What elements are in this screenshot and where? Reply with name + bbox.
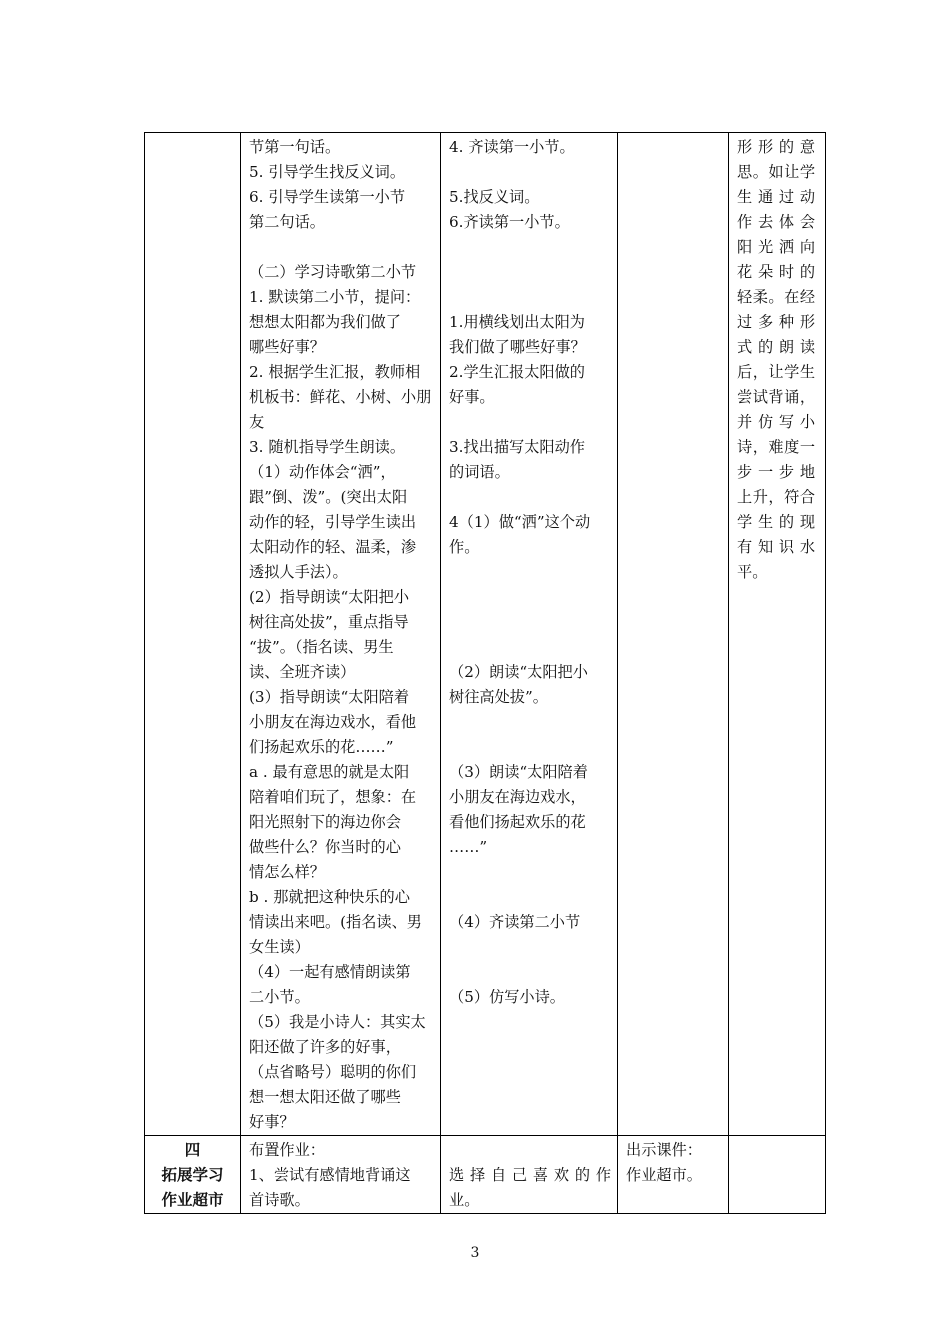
- text-line: 6.齐读第一小节。: [449, 213, 570, 231]
- text-line: 小朋友在海边戏水，: [449, 788, 586, 806]
- text-line: [449, 585, 611, 610]
- text-line: (2）指导朗读“太阳把小: [249, 588, 410, 606]
- text-line: （3）朗读“太阳陪着: [449, 763, 588, 781]
- text-line: 尝试背诵，: [737, 388, 815, 406]
- text-line: 好事。: [449, 388, 495, 406]
- text-line: [449, 710, 611, 735]
- text-line: 1. 默读第二小节，提问：: [249, 288, 421, 306]
- text-line: 5.找反义词。: [449, 188, 540, 206]
- text-line: （2）朗读“太阳把小: [449, 663, 588, 681]
- text-line: 小朋友在海边戏水，看他: [249, 713, 417, 731]
- text-line: “拔”。（指名读、男生: [249, 638, 394, 656]
- text-line: 作去体会: [737, 213, 815, 231]
- text-line: [449, 285, 611, 310]
- homework-student-cell: [441, 1136, 618, 1214]
- text-line: 女生读）: [249, 938, 310, 956]
- student-activity-cell: [441, 133, 618, 1136]
- text-line: 思。如让学: [737, 163, 815, 181]
- text-line: [449, 160, 611, 185]
- text-line: 二小节。: [249, 988, 310, 1006]
- text-line: 4（1）做“洒”这个动: [449, 513, 591, 531]
- text-line: 情怎么样？: [249, 863, 325, 881]
- media-cell-empty: [618, 133, 729, 1136]
- text-line: 平。: [737, 563, 768, 581]
- text-line: a . 最有意思的就是太阳: [249, 763, 410, 781]
- page-number: 3: [470, 1245, 480, 1261]
- text-line: 我们做了哪些好事？: [449, 338, 586, 356]
- homework-media-cell: [618, 1136, 729, 1214]
- text-line: 6. 引导学生读第一小节: [249, 188, 406, 206]
- text-line: (3）指导朗读“太阳陪着: [249, 688, 410, 706]
- text-line: 选择自己喜欢的作: [449, 1166, 611, 1184]
- text-line: 哪些好事？: [249, 338, 325, 356]
- homework-intent-cell: [729, 1136, 826, 1214]
- text-line: （1）动作体会“洒”，: [249, 463, 396, 481]
- text-line: 3.找出描写太阳动作: [449, 438, 585, 456]
- text-line: 阳还做了许多的好事，: [249, 1038, 401, 1056]
- table-row-teaching-process: [145, 133, 826, 1136]
- text-line: （二）学习诗歌第二小节: [249, 263, 417, 281]
- homework-teacher-cell: [241, 1136, 441, 1214]
- text-line: 四: [184, 1141, 201, 1159]
- text-line: 步一步地: [737, 463, 815, 481]
- text-line: 过多种形: [737, 313, 815, 331]
- text-line: [449, 260, 611, 285]
- text-line: 做些什么？你当时的心: [249, 838, 401, 856]
- text-line: b . 那就把这种快乐的心: [249, 888, 410, 906]
- text-line: 太阳动作的轻、温柔，渗: [249, 538, 417, 556]
- text-line: [449, 560, 611, 585]
- text-line: 想想太阳都为我们做了: [249, 313, 401, 331]
- text-line: [449, 960, 611, 985]
- text-line: [449, 485, 611, 510]
- text-line: 的词语。: [449, 463, 510, 481]
- text-line: 2. 根据学生汇报，教师相: [249, 363, 421, 381]
- text-line: 第二句话。: [249, 213, 325, 231]
- text-line: [449, 410, 611, 435]
- text-line: 1、尝试有感情地背诵这: [249, 1166, 411, 1184]
- text-line: 式的朗读: [737, 338, 815, 356]
- text-line: 作业超市。: [626, 1166, 702, 1184]
- design-intent-cell: [729, 133, 826, 1136]
- text-line: 轻柔。在经: [737, 288, 815, 306]
- text-line: （4）齐读第二小节: [449, 913, 581, 931]
- text-line: 机板书：鲜花、小树、小朋: [249, 388, 432, 406]
- text-line: 们扬起欢乐的花……”: [249, 738, 394, 756]
- text-line: 树往高处拔”。: [449, 688, 548, 706]
- text-line: [449, 610, 611, 635]
- text-line: 情读出来吧。(指名读、男: [249, 913, 422, 931]
- text-line: （点省略号）聪明的你们: [249, 1063, 417, 1081]
- text-line: 想一想太阳还做了哪些: [249, 1088, 401, 1106]
- text-line: 看他们扬起欢乐的花: [449, 813, 586, 831]
- text-line: [449, 935, 611, 960]
- teacher-activity-cell: [241, 133, 441, 1136]
- text-line: 形形的意: [737, 138, 815, 156]
- text-line: 2.学生汇报太阳做的: [449, 363, 585, 381]
- text-line: 节第一句话。: [249, 138, 341, 156]
- text-line: 动作的轻，引导学生读出: [249, 513, 417, 531]
- text-line: 友: [249, 413, 265, 431]
- text-line: 出示课件：: [626, 1141, 702, 1159]
- text-line: 拓展学习: [161, 1166, 224, 1184]
- text-line: 花朵时的: [737, 263, 815, 281]
- text-line: 阳光洒向: [737, 238, 815, 256]
- text-line: 好事？: [249, 1113, 295, 1131]
- text-line: 上升，符合: [737, 488, 815, 506]
- text-line: 后，让学生: [737, 363, 815, 381]
- text-line: 生通过动: [737, 188, 815, 206]
- text-line: 作。: [449, 538, 480, 556]
- stage-title-cell: [145, 1136, 241, 1214]
- text-line: 3. 随机指导学生朗读。: [249, 438, 406, 456]
- text-line: [449, 235, 611, 260]
- text-line: 跟”倒、泼”。(突出太阳: [249, 488, 408, 506]
- text-line: 树往高处拔”，重点指导: [249, 613, 409, 631]
- text-line: [249, 235, 434, 260]
- text-line: ……”: [449, 838, 488, 856]
- text-line: 陪着咱们玩了，想象：在: [249, 788, 417, 806]
- text-line: 有知识水: [737, 538, 815, 556]
- lesson-plan-table: [144, 132, 826, 1214]
- text-line: [449, 885, 611, 910]
- text-line: （4）一起有感情朗读第: [249, 963, 411, 981]
- text-line: 1.用横线划出太阳为: [449, 313, 585, 331]
- text-line: 并仿写小: [737, 413, 815, 431]
- text-line: 4. 齐读第一小节。: [449, 138, 575, 156]
- text-line: 阳光照射下的海边你会: [249, 813, 401, 831]
- text-line: [449, 735, 611, 760]
- text-line: 读、全班齐读）: [249, 663, 356, 681]
- text-line: [449, 860, 611, 885]
- text-line: 诗，难度一: [737, 438, 815, 456]
- text-line: （5）仿写小诗。: [449, 988, 565, 1006]
- stage-cell-empty: [145, 133, 241, 1136]
- text-line: 布置作业：: [249, 1141, 325, 1159]
- text-line: 透拟人手法）。: [249, 563, 348, 581]
- text-line: 5. 引导学生找反义词。: [249, 163, 406, 181]
- text-line: 业。: [449, 1191, 480, 1209]
- text-line: 首诗歌。: [249, 1191, 310, 1209]
- text-line: [449, 635, 611, 660]
- text-line: 学生的现: [737, 513, 815, 531]
- table-row-extension: [145, 1136, 826, 1214]
- text-line: （5）我是小诗人：其实太: [249, 1013, 426, 1031]
- text-line: 作业超市: [161, 1191, 224, 1209]
